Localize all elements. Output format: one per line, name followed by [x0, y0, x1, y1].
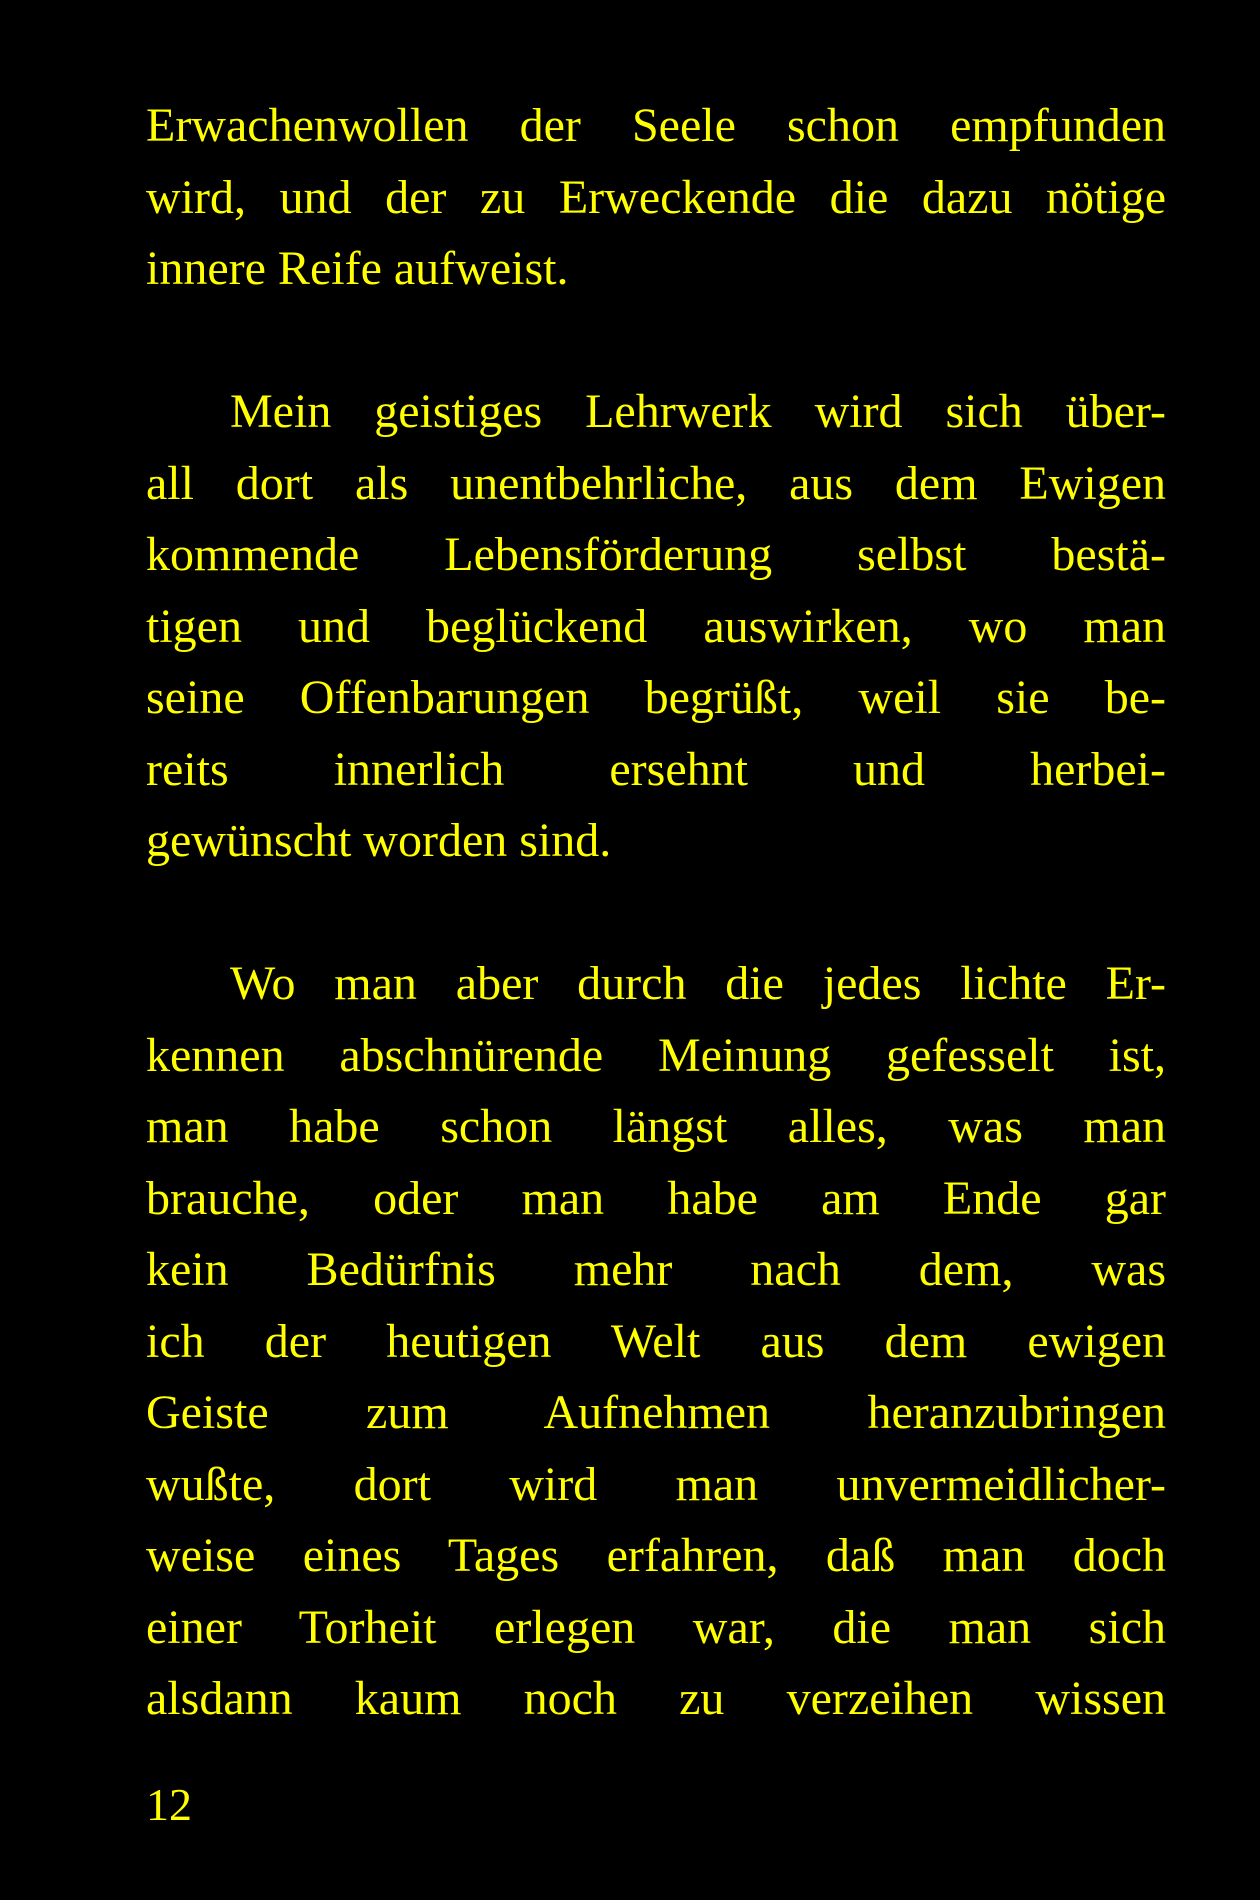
text-line: Mein geistiges Lehrwerk wird sich über- [230, 385, 1166, 438]
text-line: wußte, dort wird man unvermeidlicher- [146, 1457, 1166, 1511]
text-line: weise eines Tages erfahren, daß man doch [146, 1529, 1166, 1582]
text-line: Geiste zum Aufnehmen heranzubringen [146, 1386, 1166, 1439]
text-line: seine Offenbarungen begrüßt, weil sie be- [146, 671, 1166, 724]
paragraph-gap [146, 877, 1166, 949]
text-line: brauche, oder man habe am Ende gar [146, 1171, 1166, 1225]
text-line: Erwachenwollen der Seele schon empfunden [146, 99, 1166, 152]
text-line: all dort als unentbehrliche, aus dem Ewigen [146, 456, 1166, 510]
paragraph [146, 90, 1166, 305]
text-line: gewünscht worden sind. [146, 814, 612, 867]
paragraph [146, 948, 1166, 1735]
text-line: man habe schon längst alles, was man [146, 1100, 1166, 1153]
text-line: alsdann kaum noch zu verzeihen wissen [146, 1672, 1166, 1725]
text-line: wird, und der zu Erweckende die dazu nötige [146, 170, 1166, 224]
page-number: 12 [146, 1779, 192, 1830]
body-text [146, 90, 1166, 1735]
text-line: tigen und beglückend auswirken, wo man [146, 599, 1166, 653]
text-line: Wo man aber durch die jedes lichte Er- [230, 957, 1166, 1010]
text-line: kein Bedürfnis mehr nach dem, was [146, 1243, 1166, 1296]
text-line: kommende Lebensförderung selbst bestä- [146, 528, 1166, 581]
text-line: kennen abschnürende Meinung gefesselt ist, [146, 1028, 1166, 1082]
text-line: ich der heutigen Welt aus dem ewigen [146, 1314, 1166, 1368]
paragraph-gap [146, 305, 1166, 377]
paragraph [146, 376, 1166, 877]
text-line: reits innerlich ersehnt und herbei- [146, 742, 1166, 796]
text-line: einer Torheit erlegen war, die man sich [146, 1600, 1166, 1654]
text-line: innere Reife aufweist. [146, 242, 569, 295]
